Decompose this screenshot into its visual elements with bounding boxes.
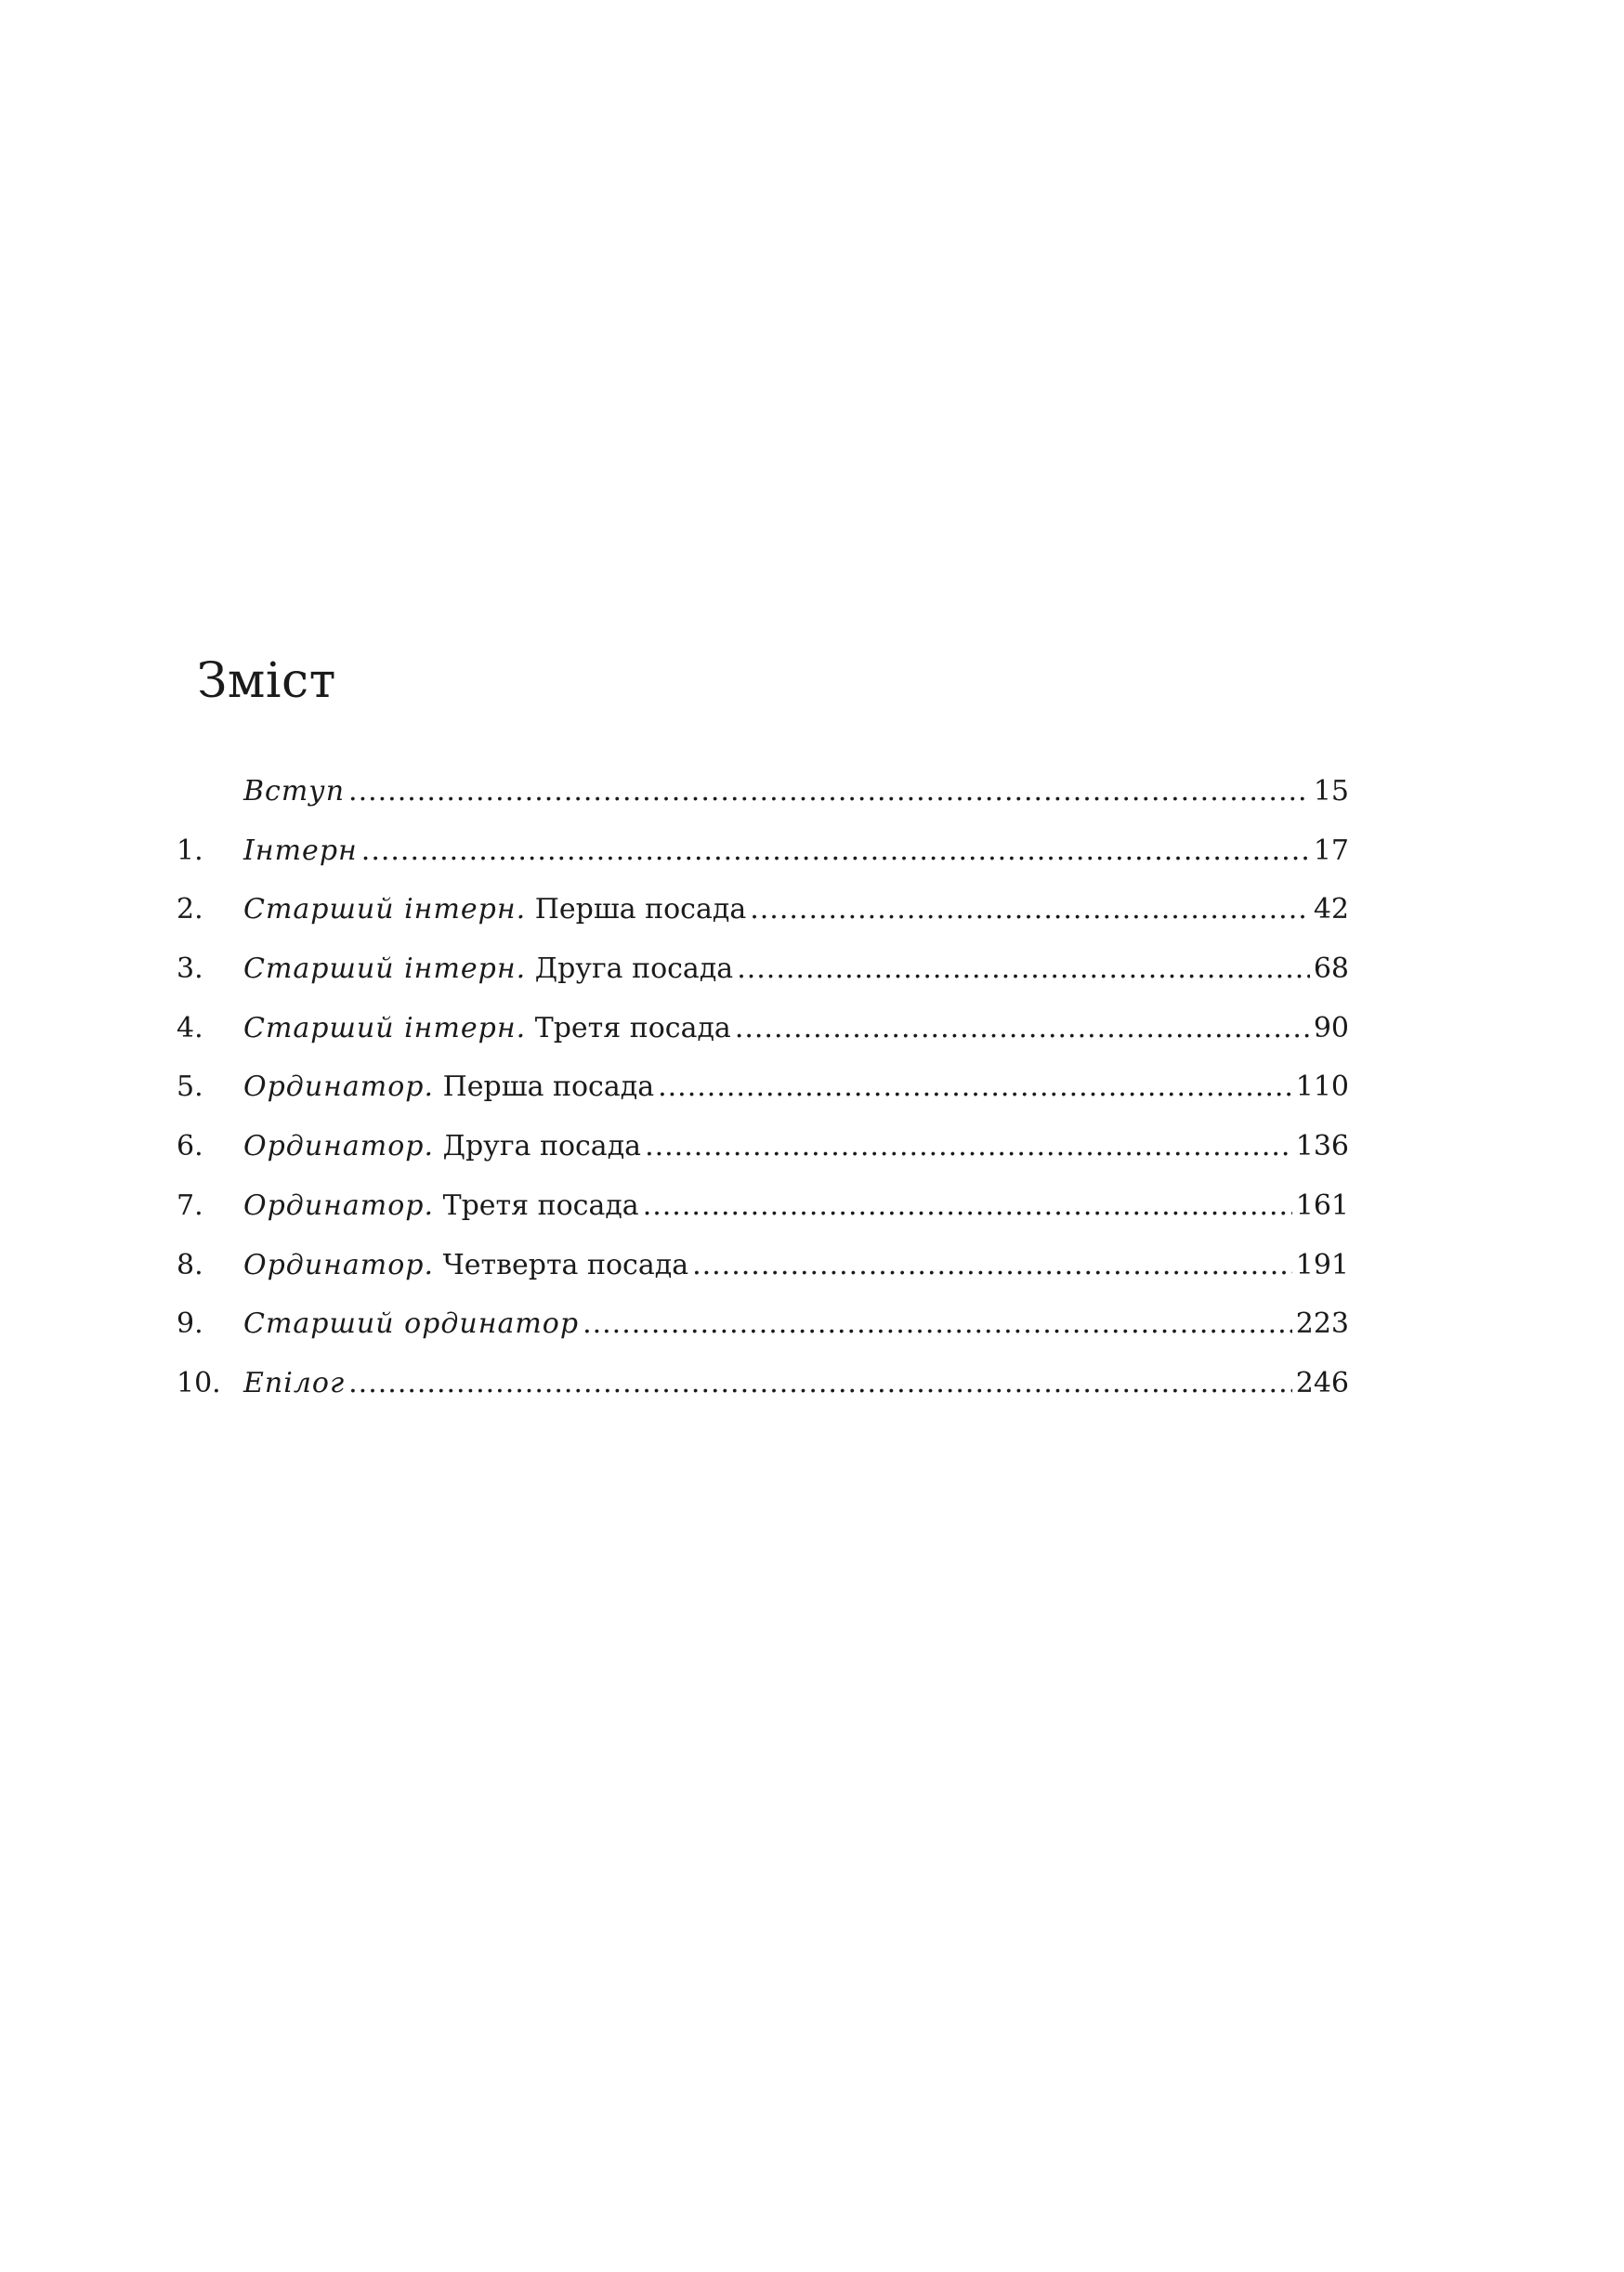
toc-entry-5[interactable] — [177, 1067, 1349, 1126]
toc-entry-page: 136 — [1295, 1130, 1349, 1163]
toc-dot-leader — [737, 949, 1310, 990]
toc-entry-page: 161 — [1295, 1189, 1349, 1222]
toc-entry-title-italic: Вступ — [243, 775, 346, 808]
toc-entry-6[interactable] — [177, 1126, 1349, 1186]
toc-entry-title-italic: Інтерн — [243, 834, 358, 867]
toc-entry-number: 2. — [177, 893, 203, 926]
toc-entry-page: 90 — [1313, 1011, 1349, 1044]
toc-entry-number: 1. — [177, 834, 203, 867]
toc-entry-title — [243, 1126, 641, 1167]
toc-entry-title-rest: Друга посада — [434, 1130, 642, 1163]
toc-entry-4[interactable] — [177, 1008, 1349, 1068]
toc-entry-page: 15 — [1313, 775, 1349, 808]
toc-entry-title-italic: Ординатор. — [243, 1189, 435, 1222]
toc-entry-title — [243, 831, 358, 872]
toc-entry-page: 17 — [1313, 834, 1349, 867]
toc-dot-leader — [361, 831, 1310, 872]
toc-entry-page: 191 — [1295, 1248, 1349, 1281]
toc-entry-number: 6. — [177, 1130, 203, 1163]
toc-entry-title-italic: Старший інтерн. — [243, 1011, 527, 1044]
toc-entry-number: 10. — [177, 1366, 221, 1399]
toc-entry-title-italic: Ординатор. — [243, 1130, 435, 1163]
toc-entry-title-italic: Ординатор. — [243, 1070, 435, 1104]
toc-entry-title — [243, 1008, 731, 1049]
toc-entry-number: 4. — [177, 1011, 203, 1044]
toc-entry-title-italic: Епілог — [243, 1366, 346, 1399]
toc-entry-10[interactable] — [177, 1363, 1349, 1423]
toc-dot-leader — [643, 1186, 1292, 1227]
toc-entry-title — [243, 1363, 345, 1404]
toc-entry-intro[interactable] — [177, 771, 1349, 831]
toc-entry-page: 246 — [1295, 1366, 1349, 1399]
toc-dot-leader — [750, 889, 1310, 930]
table-of-contents — [177, 771, 1349, 1423]
page-title: Зміст — [197, 653, 336, 709]
toc-entry-9[interactable] — [177, 1304, 1349, 1363]
toc-entry-7[interactable] — [177, 1186, 1349, 1245]
toc-dot-leader — [348, 1363, 1292, 1404]
toc-entry-8[interactable] — [177, 1245, 1349, 1305]
toc-dot-leader — [348, 771, 1310, 812]
toc-entry-1[interactable] — [177, 831, 1349, 890]
toc-entry-title — [243, 889, 746, 930]
toc-entry-title-rest: Перша посада — [526, 893, 747, 926]
toc-entry-title-italic: Ординатор. — [243, 1248, 435, 1281]
toc-entry-title-rest: Перша посада — [434, 1070, 655, 1104]
toc-entry-page: 223 — [1295, 1307, 1349, 1341]
toc-dot-leader — [692, 1245, 1292, 1286]
toc-entry-page: 110 — [1295, 1070, 1349, 1104]
toc-entry-title-rest: Третя посада — [526, 1011, 731, 1044]
toc-entry-number: 7. — [177, 1189, 203, 1222]
toc-entry-title — [243, 1067, 654, 1108]
toc-entry-2[interactable] — [177, 889, 1349, 949]
toc-entry-number: 9. — [177, 1307, 203, 1341]
toc-entry-title — [243, 1304, 579, 1345]
toc-entry-title-italic: Старший інтерн. — [243, 893, 527, 926]
toc-entry-title — [243, 1245, 688, 1286]
toc-entry-title — [243, 1186, 639, 1227]
toc-entry-title — [243, 771, 345, 812]
toc-dot-leader — [583, 1304, 1292, 1345]
toc-entry-title-italic: Старший ординатор — [243, 1307, 580, 1341]
toc-dot-leader — [735, 1008, 1310, 1049]
toc-dot-leader — [658, 1067, 1292, 1108]
toc-entry-page: 42 — [1313, 893, 1349, 926]
toc-entry-title — [243, 949, 733, 990]
toc-entry-3[interactable] — [177, 949, 1349, 1008]
toc-entry-title-rest: Четверта посада — [434, 1248, 689, 1281]
toc-entry-number: 8. — [177, 1248, 203, 1281]
toc-entry-page: 68 — [1313, 952, 1349, 986]
toc-entry-title-italic: Старший інтерн. — [243, 952, 527, 986]
toc-entry-title-rest: Третя посада — [434, 1189, 639, 1222]
toc-entry-title-rest: Друга посада — [526, 952, 734, 986]
toc-entry-number: 5. — [177, 1070, 203, 1104]
toc-dot-leader — [645, 1126, 1292, 1167]
toc-entry-number: 3. — [177, 952, 203, 986]
